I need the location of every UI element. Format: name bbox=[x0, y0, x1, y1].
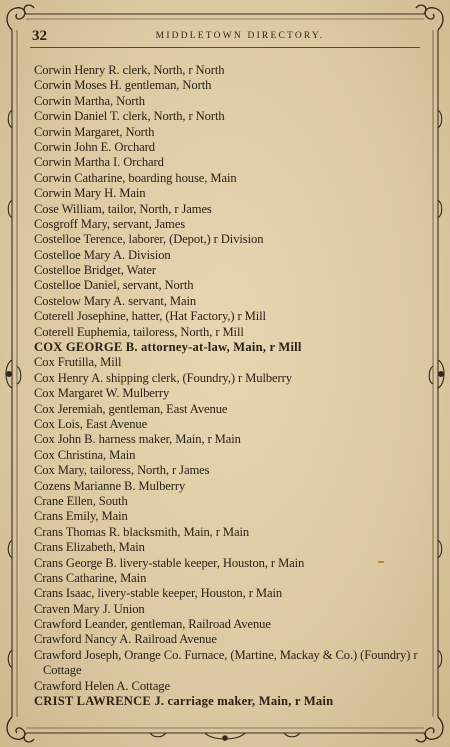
directory-entry: Crawford Leander, gentleman, Railroad Avenue bbox=[34, 617, 271, 632]
directory-entry: Cose William, tailor, North, r James bbox=[34, 201, 212, 216]
directory-entry: Corwin Margaret, North bbox=[34, 124, 155, 139]
directory-entry: Crans Thomas R. blacksmith, Main, r Main bbox=[34, 524, 250, 539]
directory-entry: Corwin Catharine, boarding house, Main bbox=[34, 170, 237, 185]
page-header bbox=[20, 27, 430, 47]
directory-entry-advertiser: CRIST LAWRENCE J. carriage maker, Main, r Main bbox=[34, 694, 334, 709]
directory-entry: Crans Isaac, livery-stable keeper, Houston, r Main bbox=[34, 586, 283, 601]
directory-entry: Costelloe Bridget, Water bbox=[34, 263, 156, 278]
directory-entries bbox=[34, 63, 432, 709]
directory-entry: Costelow Mary A. servant, Main bbox=[34, 293, 197, 308]
header-rule bbox=[30, 47, 420, 48]
directory-entry: Crans Elizabeth, Main bbox=[34, 540, 145, 555]
directory-entry: Cosgroff Mary, servant, James bbox=[34, 216, 185, 231]
directory-entry: Cox Lois, East Avenue bbox=[34, 416, 148, 431]
directory-entry: Cozens Marianne B. Mulberry bbox=[34, 478, 186, 493]
directory-entry: Crawford Helen A. Cottage bbox=[34, 678, 170, 693]
directory-entry: Corwin Henry R. clerk, North, r North bbox=[34, 63, 225, 77]
directory-entry: Cox Mary, tailoress, North, r James bbox=[34, 463, 210, 478]
directory-entry: Crans Emily, Main bbox=[34, 509, 128, 524]
running-head: MIDDLETOWN DIRECTORY. bbox=[155, 31, 325, 41]
ink-mark bbox=[378, 561, 384, 563]
directory-entry: Corwin Martha, North bbox=[34, 93, 145, 108]
directory-entry: Corwin Moses H. gentleman, North bbox=[34, 78, 212, 93]
directory-entry: Costelloe Daniel, servant, North bbox=[34, 278, 194, 293]
directory-entry: Corwin Mary H. Main bbox=[34, 186, 146, 201]
directory-entry: Corwin Daniel T. clerk, North, r North bbox=[34, 109, 225, 124]
directory-entry: Corwin John E. Orchard bbox=[34, 139, 155, 154]
directory-entry: Costelloe Terence, laborer, (Depot,) r Division bbox=[34, 232, 264, 247]
directory-entry: Corwin Martha I. Orchard bbox=[34, 155, 164, 170]
directory-entry: Coterell Euphemia, tailoress, North, r Mill bbox=[34, 324, 244, 339]
directory-entry: Cox Frutilla, Mill bbox=[34, 355, 122, 370]
directory-entry: Coterell Josephine, hatter, (Hat Factory,) r Mill bbox=[34, 309, 266, 324]
directory-entry-wrapped: Crawford Joseph, Orange Co. Furnace, (Martine, Mackay & Co.) (Foundry) r Cottage bbox=[34, 647, 418, 678]
directory-entry: Cox Jeremiah, gentleman, East Avenue bbox=[34, 401, 228, 416]
directory-entry: Crawford Nancy A. Railroad Avenue bbox=[34, 632, 217, 647]
directory-entry: Cox Margaret W. Mulberry bbox=[34, 386, 170, 401]
directory-entry: Costelloe Mary A. Division bbox=[34, 247, 171, 262]
directory-entry: Crane Ellen, South bbox=[34, 493, 128, 508]
directory-entry-advertiser: COX GEORGE B. attorney-at-law, Main, r Mill bbox=[34, 340, 302, 355]
page-number: 32 bbox=[32, 28, 47, 44]
directory-entry: Crans George B. livery-stable keeper, Houston, r Main bbox=[34, 555, 305, 570]
directory-entry: Cox Christina, Main bbox=[34, 447, 136, 462]
directory-entry: Crans Catharine, Main bbox=[34, 570, 147, 585]
directory-entry: Craven Mary J. Union bbox=[34, 601, 145, 616]
directory-entry: Cox Henry A. shipping clerk, (Foundry,) r Mulberry bbox=[34, 370, 292, 385]
directory-entry: Cox John B. harness maker, Main, r Main bbox=[34, 432, 241, 447]
